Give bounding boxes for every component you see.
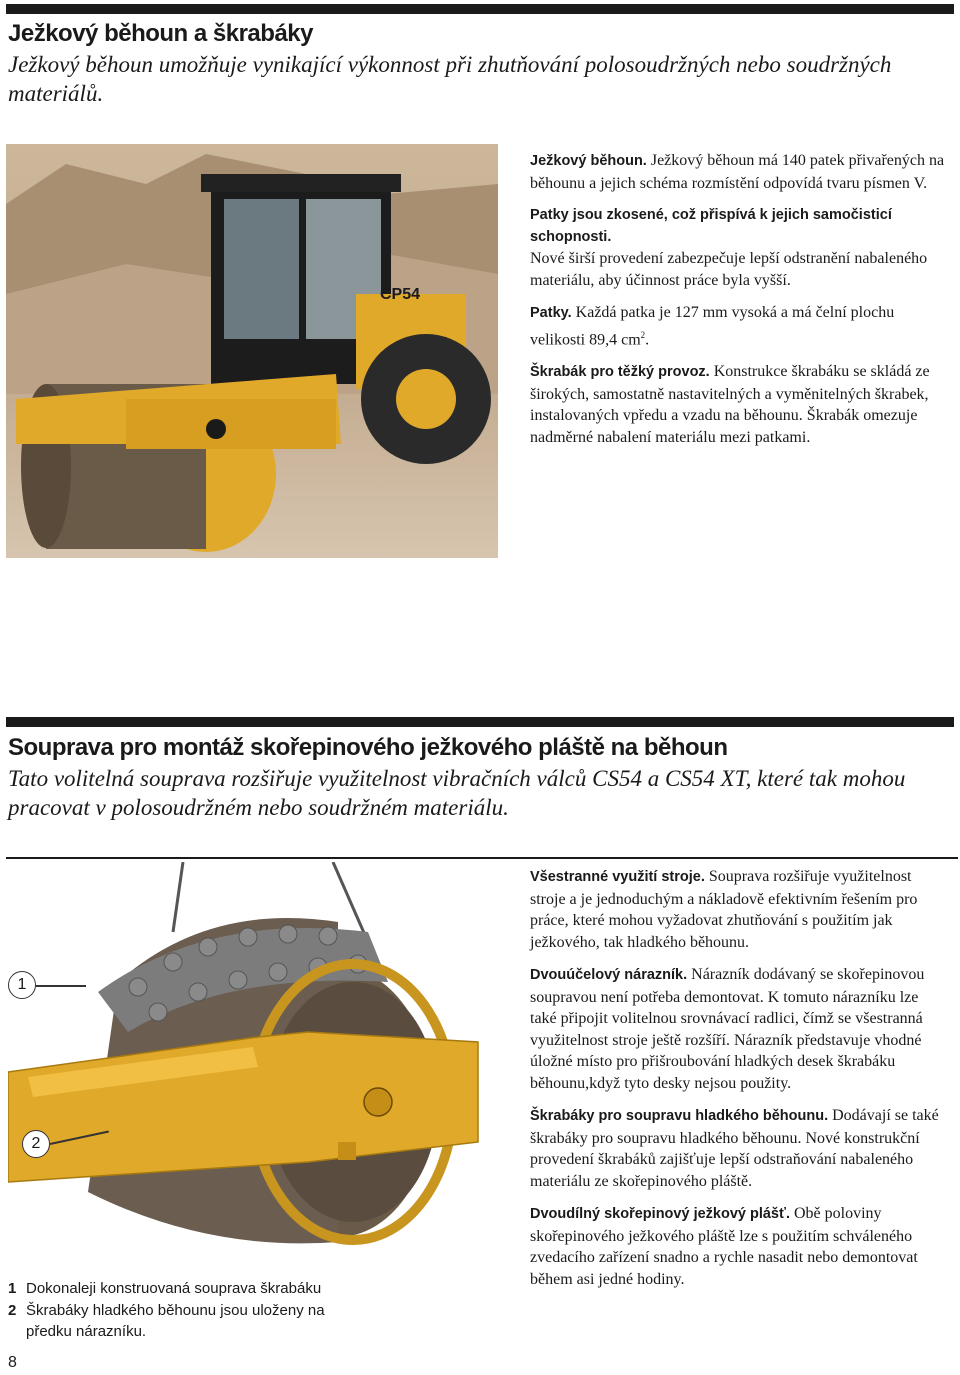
- image-legend: [8, 1278, 368, 1343]
- section2-divider: [6, 857, 958, 859]
- section2-text-column: [530, 866, 948, 1301]
- para-heading: Dvoudílný skořepinový ježkový plášť.: [530, 1206, 790, 1222]
- para-text: Ježkový běhoun má 140 patek přivařených na běhounu a jejich schéma rozmístění odpovídá tvaru písmen V.: [530, 152, 945, 192]
- section2-title: Souprava pro montáž skořepinového ježkového pláště na běhoun: [8, 734, 728, 761]
- para-text: Obě poloviny skořepinového ježkového pláště lze s použitím schváleného zvedacího zařízení snadno a rychle nasadit nebo demontovat během asi jedné hodiny.: [530, 1205, 918, 1288]
- para-dual-bumper: [530, 964, 948, 1094]
- page-number: 8: [8, 1354, 17, 1371]
- para-heading: Dvouúčelový nárazník.: [530, 967, 688, 983]
- legend-text: Škrabáky hladkého běhounu jsou uloženy na předku nárazníku.: [26, 1301, 325, 1340]
- shell-padfoot-drum-image: [8, 862, 508, 1252]
- para-text: Souprava rozšiřuje využitelnost stroje a je jednoduchým a nákladově efektivním řešením pro práce, které mohou vyžadovat zhutňování s použitím jak ježkového, tak hladkého běhounu.: [530, 868, 918, 951]
- legend-text: Dokonaleji konstruovaná souprava škrabáku: [26, 1280, 322, 1297]
- legend-item: [8, 1300, 368, 1343]
- para-text: Nárazník dodávaný se skořepinovou soupravou není potřeba demontovat. K tomuto nárazníku lze také připojit volitelnou srovnávací radlici, čímž se všestranná využitelnost stroje ještě rozšíří. Nárazník představuje vhodné úložné místo pro přišroubování hladkých desek škrabáku běhounu,když tyto desky nejsou použity.: [530, 966, 925, 1092]
- machine-model-label: CP54: [380, 286, 421, 303]
- para-smooth-scrapers: [530, 1105, 948, 1192]
- superscript: 2: [640, 329, 646, 340]
- section1-title: Ježkový běhoun a škrabáky: [8, 20, 313, 47]
- section2-lead: Tato volitelná souprava rozšiřuje využitelnost vibračních válců CS54 a CS54 XT, které tak mohou pracovat v polosoudržném nebo soudržném materiálu.: [8, 766, 906, 820]
- callout-1: 1: [8, 971, 36, 999]
- section2-rule: [6, 717, 954, 727]
- para-pads: [530, 302, 948, 350]
- para-heading: Ježkový běhoun.: [530, 153, 647, 169]
- section1-text-column: [530, 150, 948, 459]
- para-tapered-pads: [530, 205, 948, 291]
- shell-kit-photo: [8, 862, 508, 1252]
- section1-lead: Ježkový běhoun umožňuje vynikající výkonnost při zhutňování polosoudržných nebo soudržných materiálů.: [8, 52, 892, 106]
- para-heading: Patky.: [530, 305, 572, 321]
- callout-1-line: [36, 985, 86, 987]
- para-tail: .: [645, 330, 650, 348]
- legend-number: 1: [8, 1280, 17, 1297]
- para-heading: Všestranné využití stroje.: [530, 869, 705, 885]
- para-text: Nové širší provedení zabezpečuje lepší odstranění nabaleného materiálu, aby účinnost práce byla vyšší.: [530, 250, 928, 289]
- para-heavy-scraper: [530, 361, 948, 448]
- legend-number: 2: [8, 1301, 17, 1319]
- para-heading: Škrabák pro těžký provoz.: [530, 364, 710, 381]
- para-text: Konstrukce škrabáku se skládá ze širokých, samostatně nastavitelných a vyměnitelných škrabek, instalovaných vpředu a vzadu na běhounu. Škrabák omezuje nadměrné nabalení materiálu mezi patkami.: [530, 363, 930, 446]
- para-text: Každá patka je 127 mm vysoká a má čelní plochu velikosti 89,4 cm: [530, 304, 895, 348]
- legend-item: [8, 1278, 368, 1300]
- para-text: Dodávají se také škrabáky pro soupravu hladkého běhounu. Nové konstrukční provedení škrabáků zajišťuje lepší odstraňování nabaleného materiálu ze skořepinového pláště.: [530, 1107, 939, 1190]
- callout-2: 2: [22, 1130, 50, 1158]
- para-padfoot-drum: [530, 150, 948, 194]
- para-versatility: [530, 866, 948, 953]
- padfoot-compactor-image: [6, 144, 498, 558]
- top-rule: [6, 4, 954, 14]
- para-heading: Škrabáky pro soupravu hladkého běhounu.: [530, 1108, 829, 1124]
- para-two-piece-shell: [530, 1203, 948, 1290]
- compactor-photo: [6, 144, 498, 558]
- para-heading: Patky jsou zkosené, což přispívá k jejich samočisticí schopnosti.: [530, 207, 892, 245]
